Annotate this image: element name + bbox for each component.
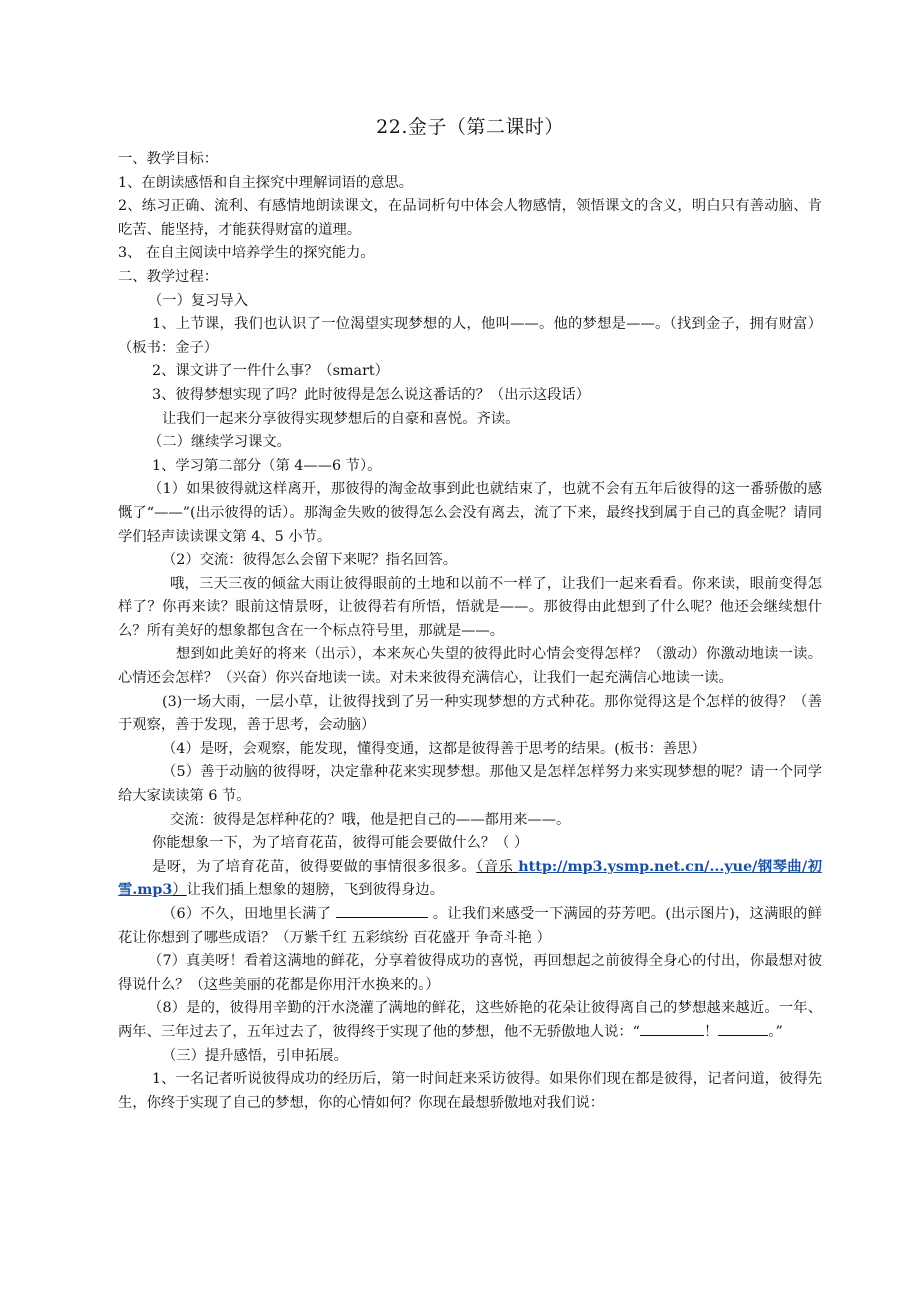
para-7: （7）真美呀！看着这满地的鲜花，分享着彼得成功的喜悦，再回想起之前彼得全身心的付出，你最想对彼得说什么？（这些美丽的花都是你用汗水换来的。） <box>118 953 822 993</box>
part2-para-4: 想到如此美好的将来（出示），本来灰心失望的彼得此时心情会变得怎样？（激动）你激动地读一读。心情还会怎样？（兴奋）你兴奋地读一读。对未来彼得充满信心，让我们一起充满信心地读一读。 <box>118 646 822 687</box>
part1-item-3: 3、彼得梦想实现了吗？此时彼得是怎么说这番话的？（出示这段话） <box>152 386 590 403</box>
objective-1: 1、在朗读感悟和自主探究中理解词语的意思。 <box>118 174 414 191</box>
para-8-text-a: （8）是的，彼得用辛勤的汗水浇灌了满地的鲜花，这些娇艳的花朵让彼得离自己的梦想越来越近。一年、两年、三年过去了，五年过去了，彼得终于实现了他的梦想，他不无骄傲地人说：“ <box>118 1000 822 1040</box>
music-post-text: 让我们插上想象的翅膀，飞到彼得身边。 <box>186 882 444 899</box>
answer-blank[interactable] <box>336 903 428 918</box>
para-8-text-c: 。” <box>768 1023 783 1040</box>
part1-item-2: 2、课文讲了一件什么事？（smart） <box>152 363 389 380</box>
answer-blank[interactable] <box>640 1021 704 1036</box>
music-link[interactable]: http://mp3.ysmp.net.cn/...yue/钢琴曲/初雪.mp3 <box>118 858 822 899</box>
objectives-heading: 一、教学目标： <box>118 151 219 167</box>
part2-para-1: （1）如果彼得就这样离开，那彼得的淘金故事到此也就结束了，也就不会有五年后彼得的这一番骄傲的感慨了“——”(出示彼得的话）。那淘金失败的彼得怎么会没有离去，流了下来，最终找到属于自己的真金呢？请同学们轻声读读课文第 4、5 小节。 <box>118 481 822 545</box>
objective-3: 3、 在自主阅读中培养学生的探究能力。 <box>118 245 375 262</box>
process-heading: 二、教学过程： <box>118 268 219 285</box>
part2-para-5: (3)一场大雨，一层小草，让彼得找到了另一种实现梦想的方式种花。那你觉得这是个怎样的彼得？（善于观察，善于发现，善于思考，会动脑） <box>118 693 822 734</box>
part1-item-1: 1、上节课，我们也认识了一位渴望实现梦想的人，他叫——。他的梦想是——。（找到金子，拥有财富）（板书：金子） <box>118 316 822 356</box>
answer-blank[interactable] <box>718 1021 768 1036</box>
para-6 <box>118 903 822 950</box>
para-8-text-b: ！ <box>704 1023 719 1040</box>
music-close: ） <box>172 882 187 899</box>
document-page <box>118 112 822 1115</box>
part2-para-6: （4）是呀，会观察，能发现，懂得变通，这都是彼得善于思考的结果。(板书：善思） <box>162 740 706 757</box>
part2-heading: （二）继续学习课文。 <box>148 434 291 451</box>
music-pre-text: 是呀，为了培育花苗，彼得要做的事情很多很多。 <box>152 858 477 875</box>
music-paragraph <box>118 856 822 903</box>
para-6-text-a: （6）不久，田地里长满了 <box>162 906 332 922</box>
part2-para-7: （5）善于动脑的彼得呀，决定靠种花来实现梦想。那他又是怎样怎样努力来实现梦想的呢？请一个同学给大家读读第 6 节。 <box>118 764 822 805</box>
music-open: （音乐 <box>476 858 519 875</box>
part2-intro: 1、学习第二部分（第 4——6 节）。 <box>152 457 382 474</box>
para-8 <box>118 997 822 1044</box>
part2-para-9: 你能想象一下，为了培育花苗，彼得可能会要做什么？（ ） <box>152 835 529 852</box>
para-6-text-b: 。让我们来感受一下满园的芬芳吧。(出示图片)，这满眼的鲜花让你想到了哪些成语？（万紫千红 五彩缤纷 百花盛开 争奇斗艳 ） <box>118 906 822 946</box>
part3-heading: （三）提升感悟，引申拓展。 <box>162 1047 348 1064</box>
part2-para-3: 哦，三天三夜的倾盆大雨让彼得眼前的土地和以前不一样了，让我们一起来看看。你来读，眼前变得怎样了？你再来读？眼前这情景呀，让彼得若有所悟，悟就是——。那彼得由此想到了什么呢？他还会继续想什么？所有美好的想象都包含在一个标点符号里，那就是——。 <box>118 575 822 639</box>
part3-item-1: 1、一名记者听说彼得成功的经历后，第一时间赶来采访彼得。如果你们现在都是彼得，记者问道，彼得先生，你终于实现了自己的梦想，你的心情如何？你现在最想骄傲地对我们说： <box>118 1071 822 1111</box>
page-title: 22.金子（第二课时） <box>376 116 564 138</box>
part2-para-8: 交流：彼得是怎样种花的？哦，他是把自己的——都用来——。 <box>170 811 571 828</box>
objective-2: 2、练习正确、流利、有感情地朗读课文，在品词析句中体会人物感情，领悟课文的含义，明白只有善动脑、肯吃苦、能坚持，才能获得财富的道理。 <box>118 198 822 238</box>
part1-item-4: 让我们一起来分享彼得实现梦想后的自豪和喜悦。齐读。 <box>162 410 520 427</box>
part1-heading: （一）复习导入 <box>148 292 249 309</box>
part2-para-2: （2）交流：彼得怎么会留下来呢？指名回答。 <box>162 552 458 569</box>
